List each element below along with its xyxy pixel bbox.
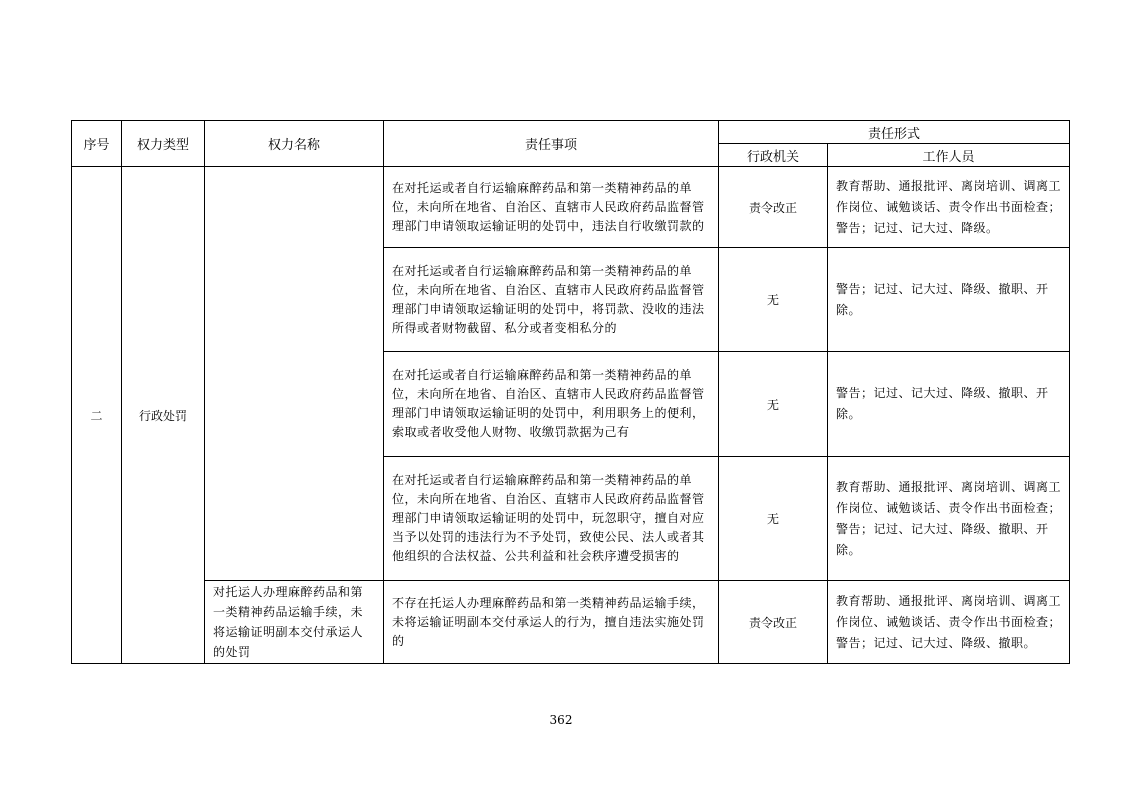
cell-agency: 无 [719, 248, 828, 352]
cell-agency: 无 [719, 352, 828, 457]
cell-matter: 在对托运或者自行运输麻醉药品和第一类精神药品的单位，未向所在地省、自治区、直辖市人民政府药品监督管理部门申请领取运输证明的处罚中，违法自行收缴罚款的 [384, 167, 719, 248]
header-power-type: 权力类型 [122, 121, 205, 167]
responsibility-table [71, 120, 1070, 664]
page-number: 362 [549, 713, 573, 727]
header-power-name: 权力名称 [205, 121, 384, 167]
cell-power-name: 对托运人办理麻醉药品和第一类精神药品运输手续，未将运输证明副本交付承运人的处罚 [205, 581, 384, 664]
cell-agency: 责令改正 [719, 167, 828, 248]
cell-seq: 二 [72, 167, 122, 664]
header-seq: 序号 [72, 121, 122, 167]
header-form: 责任形式 [719, 121, 1070, 144]
cell-power-name-empty [205, 167, 384, 581]
cell-matter: 在对托运或者自行运输麻醉药品和第一类精神药品的单位，未向所在地省、自治区、直辖市人民政府药品监督管理部门申请领取运输证明的处罚中，将罚款、没收的违法所得或者财物截留、私分或者变相私分的 [384, 248, 719, 352]
cell-staff: 教育帮助、通报批评、离岗培训、调离工作岗位、诫勉谈话、责令作出书面检查；警告；记过、记大过、降级、撤职、开除。 [828, 457, 1070, 581]
cell-matter: 不存在托运人办理麻醉药品和第一类精神药品运输手续，未将运输证明副本交付承运人的行为，擅自违法实施处罚的 [384, 581, 719, 664]
cell-staff: 教育帮助、通报批评、离岗培训、调离工作岗位、诫勉谈话、责令作出书面检查；警告；记过、记大过、降级。 [828, 167, 1070, 248]
cell-matter: 在对托运或者自行运输麻醉药品和第一类精神药品的单位，未向所在地省、自治区、直辖市人民政府药品监督管理部门申请领取运输证明的处罚中，玩忽职守，擅自对应当予以处罚的违法行为不予处罚，致使公民、法人或者其他组织的合法权益、公共利益和社会秩序遭受损害的 [384, 457, 719, 581]
cell-agency: 无 [719, 457, 828, 581]
cell-staff: 教育帮助、通报批评、离岗培训、调离工作岗位、诫勉谈话、责令作出书面检查；警告；记过、记大过、降级、撤职。 [828, 581, 1070, 664]
cell-staff: 警告；记过、记大过、降级、撤职、开除。 [828, 352, 1070, 457]
cell-power-type: 行政处罚 [122, 167, 205, 664]
table-row [72, 581, 1070, 664]
header-staff: 工作人员 [828, 144, 1070, 167]
table-row [72, 167, 1070, 248]
cell-staff: 警告；记过、记大过、降级、撤职、开除。 [828, 248, 1070, 352]
cell-matter: 在对托运或者自行运输麻醉药品和第一类精神药品的单位，未向所在地省、自治区、直辖市人民政府药品监督管理部门申请领取运输证明的处罚中，利用职务上的便利，索取或者收受他人财物、收缴罚款据为己有 [384, 352, 719, 457]
header-agency: 行政机关 [719, 144, 828, 167]
header-matter: 责任事项 [384, 121, 719, 167]
cell-agency: 责令改正 [719, 581, 828, 664]
header-row [72, 121, 1070, 144]
